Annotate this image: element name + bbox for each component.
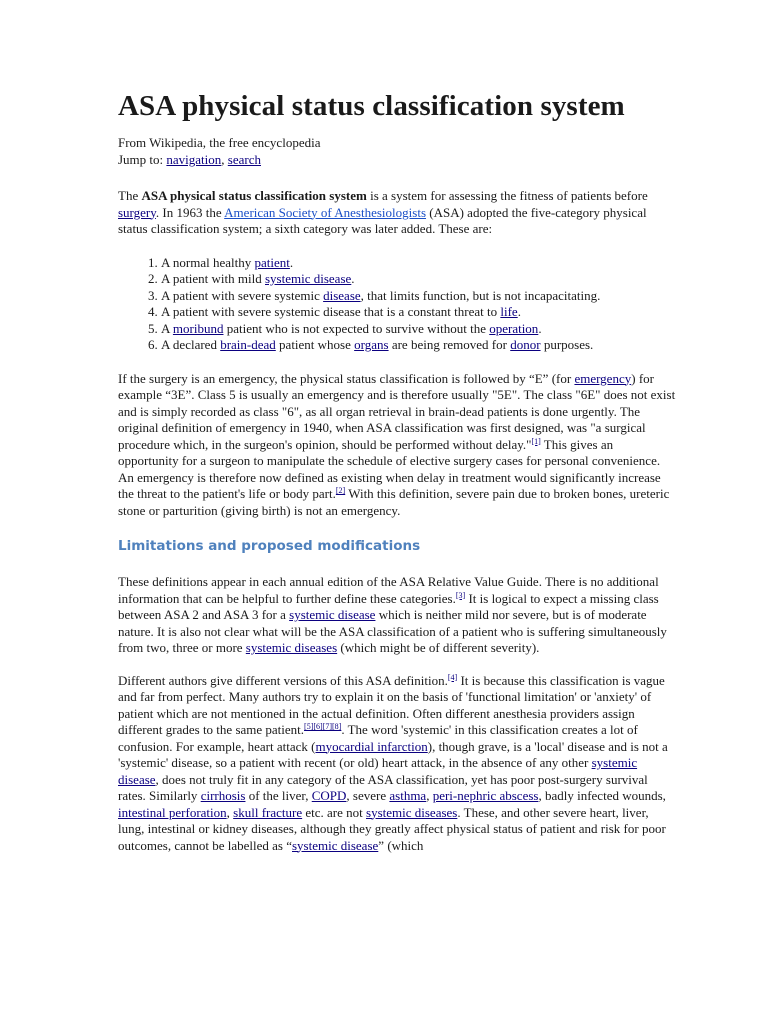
emergency-paragraph: If the surgery is an emergency, the physical status classification is followed by “E” (for emergency) for example “3E”. Class 5 is usually an emergency and is therefore usually "5E". The class "6E" does not exist and is simply recorded as class "6", as all organ retrieval in brain-dead patients is done urgently. The original definition of emergency in 1940, when ASA classification was first designed, was "a surgical procedure which, in the surgeon's opinion, should be performed without delay."[1] This gives an opportunity for a surgeon to manipulate the schedule of elective surgery cases for personal convenience. An emergency is therefore now defined as existing when delay in treatment would significantly increase the threat to the patient's life or body part.[2] With this definition, severe pain due to broken bones, ureteric stone or parturition (giving birth) is not an emergency.: [118, 370, 676, 518]
list-item: 4. A patient with severe systemic disease that is a constant threat to life.: [161, 304, 676, 321]
skull-fracture-link[interactable]: skull fracture: [233, 804, 303, 820]
navigation-link[interactable]: navigation: [166, 152, 222, 167]
systemic-disease-link[interactable]: systemic disease: [265, 271, 352, 286]
page-title: ASA physical status classification system: [118, 90, 625, 122]
list-item: 6. A declared brain-dead patient whose organs are being removed for donor purposes.: [161, 337, 676, 354]
cirrhosis-link[interactable]: cirrhosis: [200, 788, 246, 803]
list-item: 5. A moribund patient who is not expected to survive without the operation.: [161, 321, 676, 338]
limitations-paragraph: These definitions appear in each annual edition of the ASA Relative Value Guide. There is no additional information that can be helpful to further define these categories.[3] It is logical to expect a missing class between ASA 2 and ASA 3 for a systemic disease which is neither mild nor severe, but is of moderate nature. It is also not clear what will be the ASA classification of a patient who is suffering simultaneously from two, three or more systemic diseases (which might be of different severity).: [118, 574, 667, 655]
donor-link[interactable]: donor: [510, 337, 541, 352]
list-item: 3. A patient with severe systemic disease, that limits function, but is not incapacitating.: [161, 288, 676, 305]
systemic-diseases-link[interactable]: systemic diseases: [245, 640, 338, 655]
copd-link[interactable]: COPD: [311, 788, 347, 803]
patient-link[interactable]: patient: [254, 254, 290, 270]
life-link[interactable]: life: [500, 304, 518, 319]
systemic-diseases-link[interactable]: systemic diseases: [366, 804, 458, 820]
systemic-disease-link[interactable]: systemic disease: [118, 755, 638, 787]
peri-nephric-abscess-link[interactable]: peri-nephric abscess: [432, 788, 539, 803]
list-item: 2. A patient with mild systemic disease.: [161, 271, 676, 288]
reference-link[interactable]: [4]: [447, 672, 458, 682]
myocardial-infarction-link[interactable]: myocardial infarction: [315, 738, 428, 754]
operation-link[interactable]: operation: [489, 320, 539, 336]
intestinal-perforation-link[interactable]: intestinal perforation: [118, 804, 227, 820]
section-heading: Limitations and proposed modifications: [118, 538, 421, 554]
authors-paragraph: Different authors give different versions of this ASA definition.[4] It is because this classification is vague and far from perfect. Many authors try to explain it on the basis of 'functional limitation' or 'anxiety' of patient which are not mentioned in the actual definition. Often different anesthesia providers assign different grades to the same patient.[5][6][7][8]. The word 'systemic' in this classification creates a lot of confusion. For example, heart attack (myocardial infarction), though grave, is a 'local' disease and is not a 'systemic' disease, so a patient with recent (or old) heart attack, in the absence of any other systemic disease, does not truly fit in any category of the ASA classification, yet has poor post-surgery survival rates. Similarly cirrhosis of the liver, COPD, severe asthma, peri-nephric abscess, badly infected wounds, intestinal perforation, skull fracture etc. are not systemic diseases. These, and other severe heart, liver, lung, intestinal or kidney diseases, although they greatly affect physical status of patient and risk for poor outcomes, cannot be labelled as “systemic disease” (which: [118, 672, 668, 853]
asa-society-link[interactable]: American Society of Anesthesiologists: [224, 204, 427, 220]
asthma-link[interactable]: asthma: [389, 788, 427, 803]
reference-link[interactable]: [2]: [335, 486, 346, 495]
source-line: From Wikipedia, the free encyclopedia: [118, 135, 321, 150]
disease-link[interactable]: disease: [323, 287, 361, 303]
reference-link[interactable]: [5][6][7][8]: [304, 722, 342, 731]
systemic-disease-link[interactable]: systemic disease: [289, 607, 376, 622]
bold-term: ASA physical status classification system: [141, 188, 367, 203]
jump-to-line: Jump to: navigation, search: [118, 152, 261, 167]
search-link[interactable]: search: [227, 152, 261, 167]
brain-dead-link[interactable]: brain-dead: [220, 337, 276, 352]
reference-link[interactable]: [1]: [531, 436, 541, 446]
surgery-link[interactable]: surgery: [118, 204, 156, 220]
systemic-disease-link[interactable]: systemic disease: [292, 837, 379, 853]
article-meta: [118, 134, 676, 168]
organs-link[interactable]: organs: [354, 337, 389, 352]
classification-list: [118, 255, 676, 354]
list-item: 1. A normal healthy patient.: [161, 255, 676, 272]
emergency-link[interactable]: emergency: [574, 370, 632, 386]
moribund-link[interactable]: moribund: [172, 320, 224, 336]
intro-paragraph: The ASA physical status classification system is a system for assessing the fitness of patients before surgery. In 1963 the American Society of Anesthesiologists (ASA) adopted the five-category physical status classification system; a sixth category was later added. These are:: [118, 188, 648, 236]
reference-link[interactable]: [3]: [455, 590, 466, 600]
